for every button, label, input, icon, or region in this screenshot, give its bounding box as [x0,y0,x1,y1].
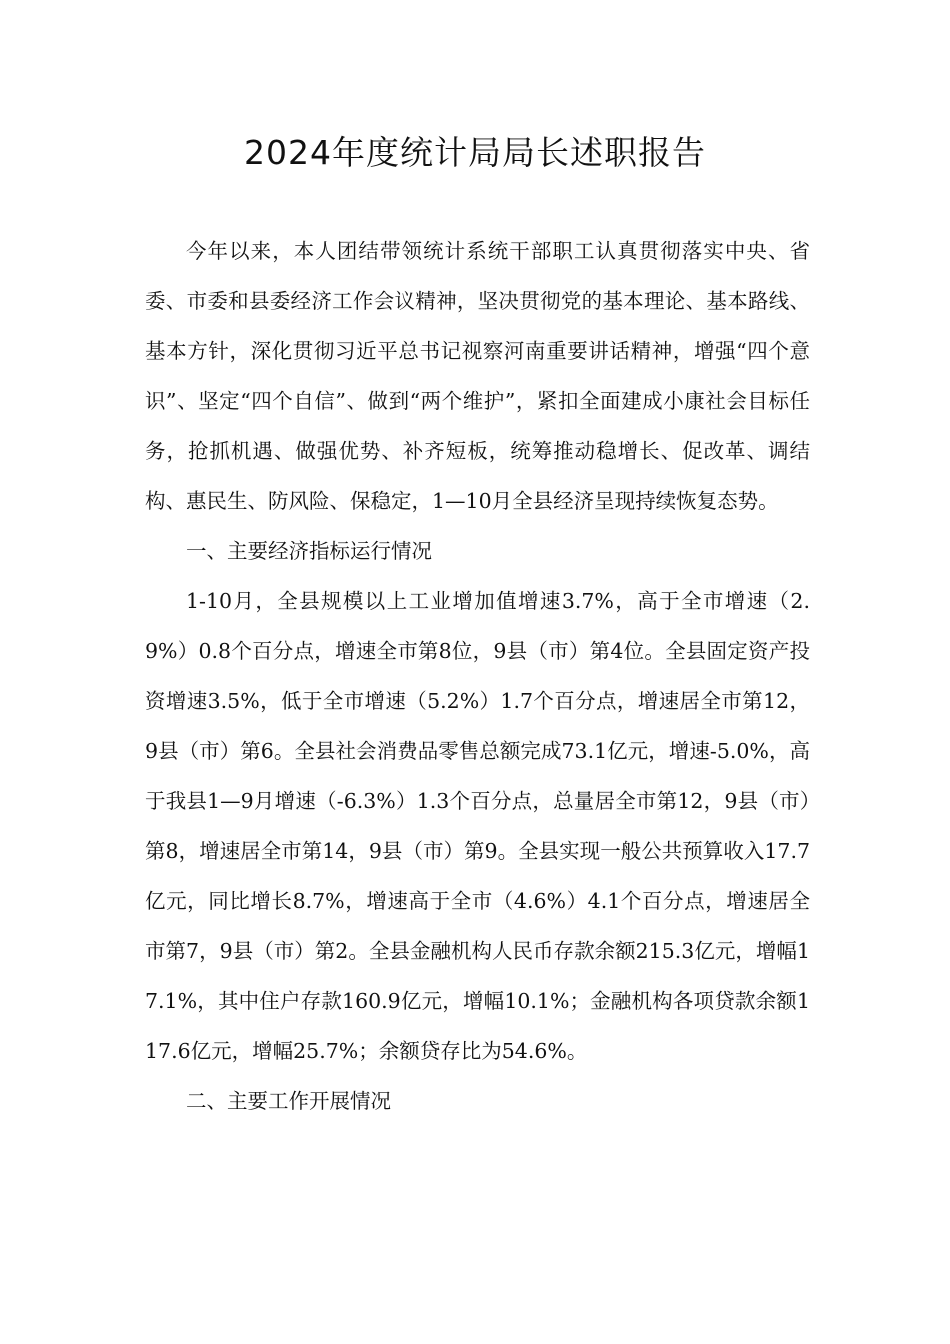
document-body [145,226,810,1126]
section-heading-1: 一、主要经济指标运行情况 [186,539,432,563]
section-heading-2: 二、主要工作开展情况 [186,1089,391,1113]
document-title: 2024年度统计局局长述职报告 [244,133,706,172]
intro-paragraph: 今年以来，本人团结带领统计系统干部职工认真贯彻落实中央、省委、市委和县委经济工作会议精神，坚决贯彻党的基本理论、基本路线、基本方针，深化贯彻习近平总书记视察河南重要讲话精神，增强“四个意识”、坚定“四个自信”、做到“两个维护”，紧扣全面建成小康社会目标任务，抢抓机遇、做强优势、补齐短板，统筹推动稳增长、促改革、调结构、惠民生、防风险、保稳定，1—10月全县经济呈现持续恢复态势。 [145,239,810,513]
indicators-paragraph: 1-10月，全县规模以上工业增加值增速3.7%，高于全市增速（2.9%）0.8个百分点，增速全市第8位，9县（市）第4位。全县固定资产投资增速3.5%，低于全市增速（5.2%）1.7个百分点，增速居全市第12，9县（市）第6。全县社会消费品零售总额完成73.1亿元，增速-5.0%，高于我县1—9月增速（-6.3%）1.3个百分点，总量居全市第12，9县（市）第8，增速居全市第14，9县（市）第9。全县实现一般公共预算收入17.7亿元，同比增长8.7%，增速高于全市（4.6%）4.1个百分点，增速居全市第7，9县（市）第2。全县金融机构人民币存款余额215.3亿元，增幅17.1%，其中住户存款160.9亿元，增幅10.1%；金融机构各项贷款余额117.6亿元，增幅25.7%；余额贷存比为54.6%。 [145,589,810,1063]
